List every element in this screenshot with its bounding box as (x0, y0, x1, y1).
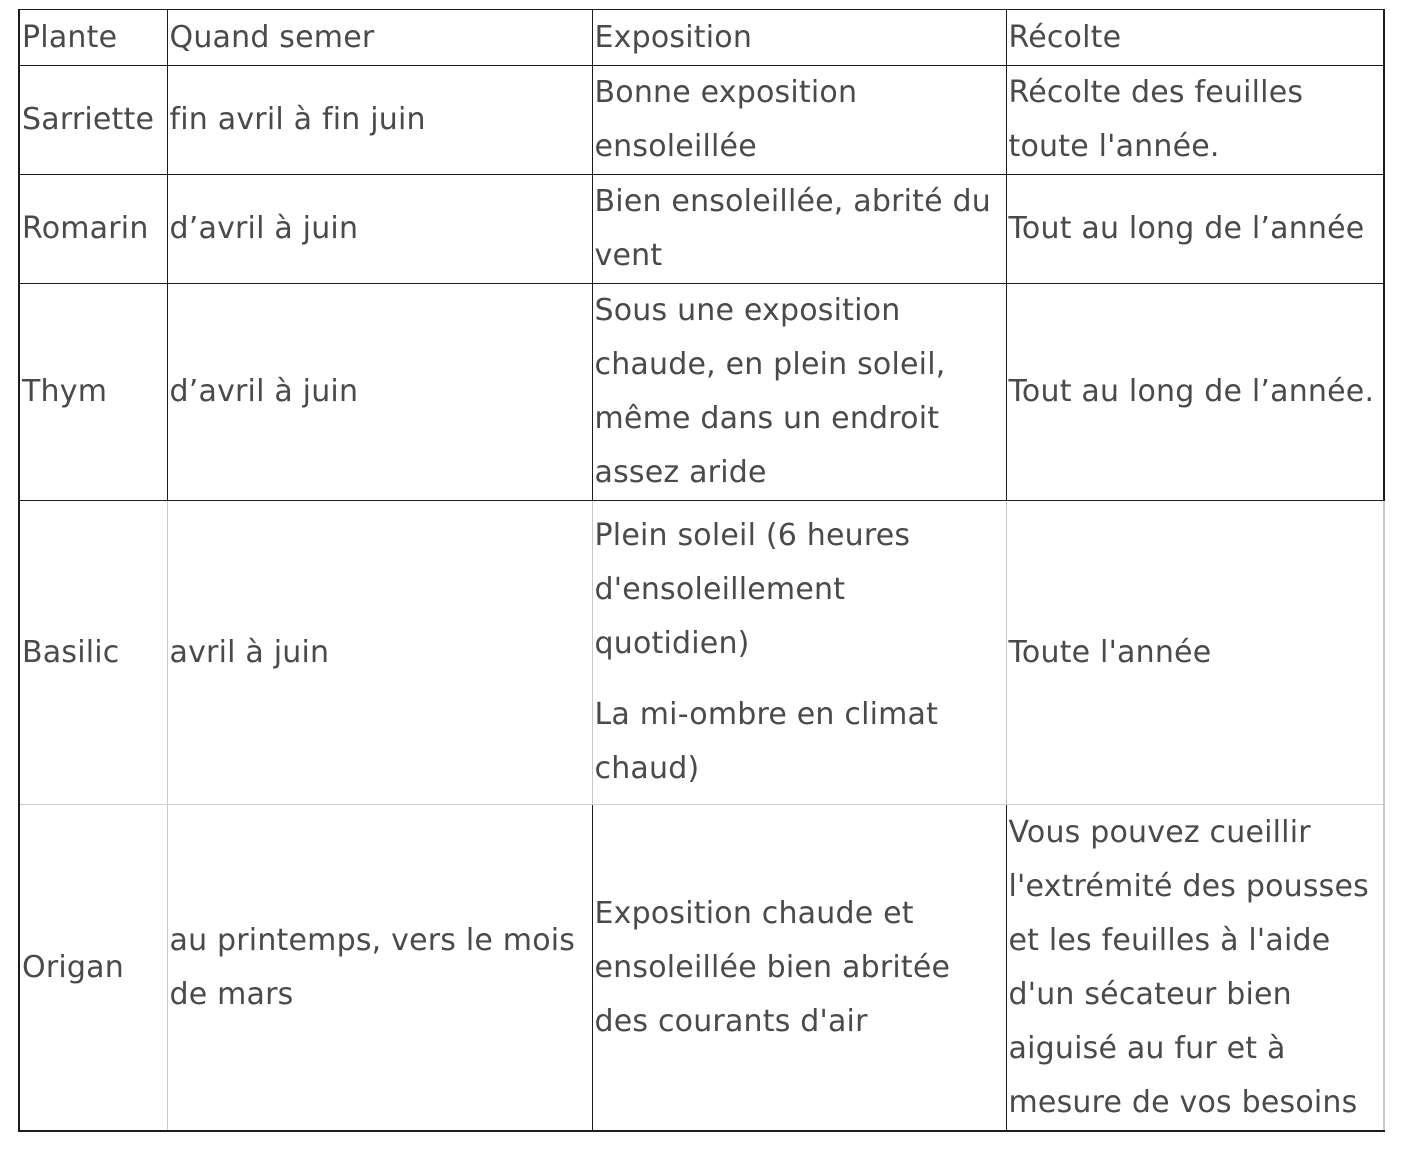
exposition-text: Bonne exposition ensoleillée (594, 75, 858, 164)
header-cell-plante: Plante (19, 10, 167, 66)
cell-recolte: Tout au long de l’année. (1006, 284, 1384, 501)
cell-plante: Basilic (19, 501, 167, 805)
cell-plante: Origan (19, 805, 167, 1132)
cell-quand-semer: avril à juin (167, 501, 592, 805)
table-row (19, 805, 1384, 1132)
exposition-text: Plein soleil (6 heures d'ensoleillement quotidien) (594, 518, 911, 661)
cell-plante: Romarin (19, 175, 167, 284)
table-header-row (19, 10, 1384, 66)
cell-recolte: Tout au long de l’année (1006, 175, 1384, 284)
table-row (19, 501, 1384, 805)
exposition-text: Exposition chaude et ensoleillée bien abritée des courants d'air (594, 895, 951, 1039)
exposition-text: Sous une exposition chaude, en plein soleil, même dans un endroit assez aride (594, 293, 946, 490)
cell-exposition (592, 501, 1006, 805)
cell-quand-semer: fin avril à fin juin (167, 66, 592, 175)
cell-plante: Thym (19, 284, 167, 501)
cell-exposition (592, 175, 1006, 284)
header-cell-quand-semer: Quand semer (167, 10, 592, 66)
exposition-text: Bien ensoleillée, abrité du vent (594, 184, 991, 273)
cell-quand-semer: au printemps, vers le mois de mars (167, 805, 592, 1132)
cell-plante: Sarriette (19, 66, 167, 175)
cell-recolte: Récolte des feuilles toute l'année. (1006, 66, 1384, 175)
herbs-table (18, 9, 1385, 1132)
cell-recolte: Vous pouvez cueillir l'extrémité des pousses et les feuilles à l'aide d'un sécateur bien aiguisé au fur et à mesure de vos besoins (1006, 805, 1384, 1132)
cell-recolte: Toute l'année (1006, 501, 1384, 805)
cell-exposition (592, 805, 1006, 1132)
cell-quand-semer: d’avril à juin (167, 175, 592, 284)
header-cell-recolte: Récolte (1006, 10, 1384, 66)
table-row (19, 284, 1384, 501)
exposition-text: La mi-ombre en climat chaud) (594, 697, 939, 786)
table-row (19, 175, 1384, 284)
header-cell-exposition: Exposition (592, 10, 1006, 66)
table-row (19, 66, 1384, 175)
cell-quand-semer: d’avril à juin (167, 284, 592, 501)
cell-exposition (592, 284, 1006, 501)
cell-exposition (592, 66, 1006, 175)
